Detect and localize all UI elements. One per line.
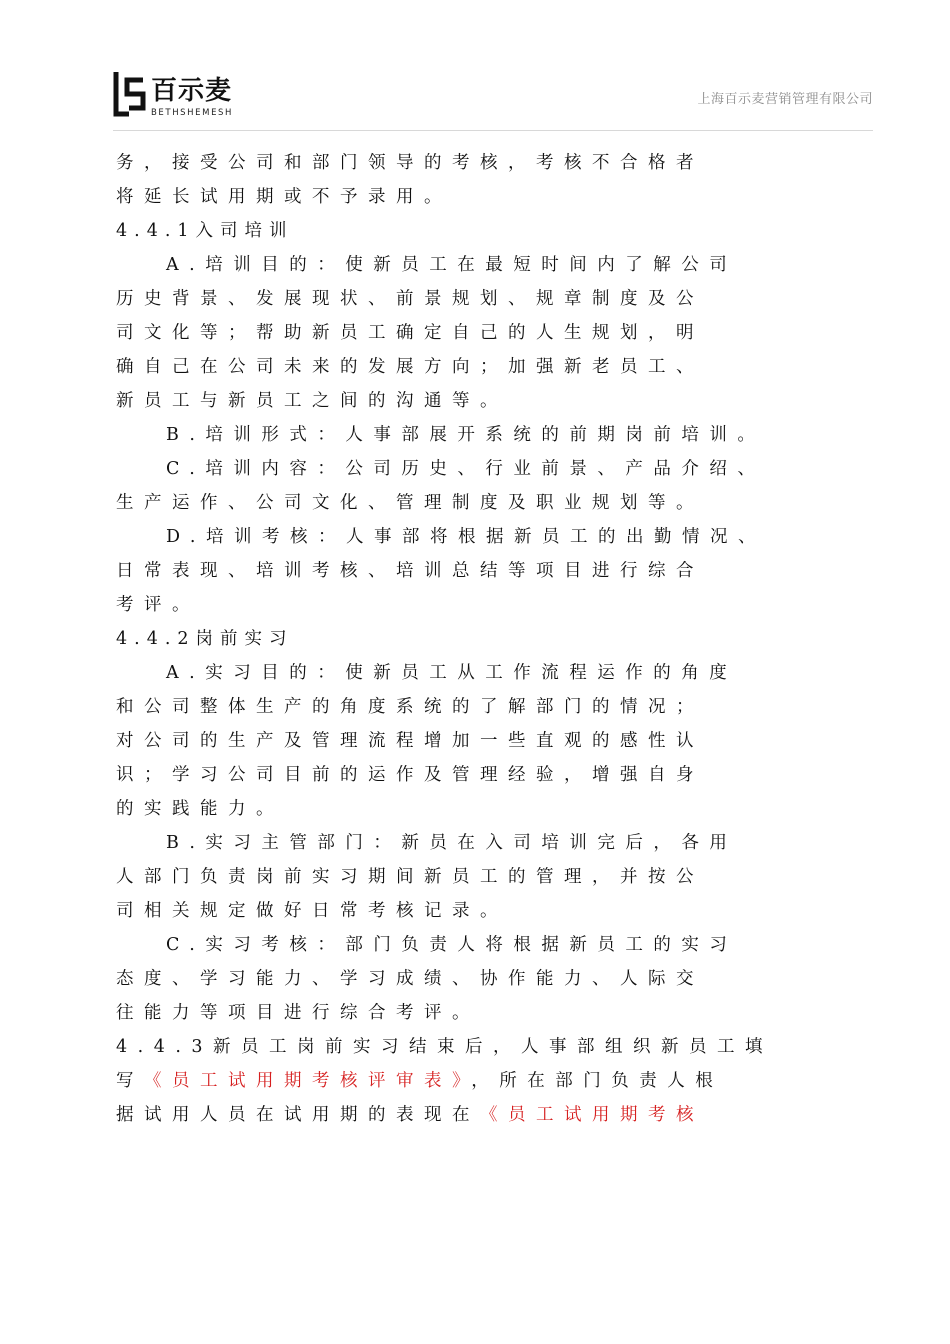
text-line	[116, 1098, 856, 1132]
text-line: 的实践能力。	[116, 799, 284, 819]
text-line: 考评。	[116, 595, 200, 615]
text-line: 生产运作、公司文化、管理制度及职业规划等。	[116, 493, 704, 513]
company-logo	[113, 68, 243, 120]
text-line: 往能力等项目进行综合考评。	[116, 1003, 480, 1023]
text-line: 务，接受公司和部门领导的考核，考核不合格者	[116, 153, 704, 173]
logo-chinese-name: 百示麦	[151, 76, 233, 106]
section-heading: 4.4.1入司培训	[116, 221, 294, 241]
page-header	[113, 62, 873, 131]
logo-mark-icon	[113, 68, 149, 120]
text-line: A.实习目的：使新员工从工作流程运作的角度	[166, 663, 738, 683]
text-line: 确自己在公司未来的发展方向；加强新老员工、	[116, 357, 704, 377]
text-line: 和公司整体生产的角度系统的了解部门的情况；	[116, 697, 704, 717]
text-line: A.培训目的：使新员工在最短时间内了解公司	[166, 255, 738, 275]
text-line: 态度、学习能力、学习成绩、协作能力、人际交	[116, 969, 704, 989]
text-line: C.培训内容：公司历史、行业前景、产品介绍、	[166, 459, 766, 479]
form-title-reference: 《员工试用期考核	[480, 1105, 704, 1125]
text-segment: 写	[116, 1071, 144, 1091]
text-line: 将延长试用期或不予录用。	[116, 187, 452, 207]
text-line: C.实习考核：部门负责人将根据新员工的实习	[166, 935, 738, 955]
text-segment: 据试用人员在试用期的表现在	[116, 1105, 480, 1125]
text-line: 司文化等；帮助新员工确定自己的人生规划，明	[116, 323, 704, 343]
text-line: 历史背景、发展现状、前景规划、规章制度及公	[116, 289, 704, 309]
text-line	[116, 1064, 856, 1098]
text-line: 人部门负责岗前实习期间新员工的管理，并按公	[116, 867, 704, 887]
text-line: 4.4.3新员工岗前实习结束后，人事部组织新员工填	[116, 1037, 774, 1057]
company-name: 上海百示麦营销管理有限公司	[697, 92, 873, 107]
text-segment: ，所在部门负责人根	[471, 1071, 724, 1091]
text-line: 司相关规定做好日常考核记录。	[116, 901, 508, 921]
text-line: D.培训考核：人事部将根据新员工的出勤情况、	[166, 527, 766, 547]
form-title-reference: 《员工试用期考核评审表》	[144, 1071, 472, 1091]
section-heading: 4.4.2岗前实习	[116, 629, 294, 649]
text-line: B.培训形式：人事部展开系统的前期岗前培训。	[166, 425, 766, 445]
text-line: 新员工与新员工之间的沟通等。	[116, 391, 508, 411]
document-body	[116, 146, 856, 1132]
text-line: 日常表现、培训考核、培训总结等项目进行综合	[116, 561, 704, 581]
text-line: 对公司的生产及管理流程增加一些直观的感性认	[116, 731, 704, 751]
text-line: B.实习主管部门：新员在入司培训完后，各用	[166, 833, 738, 853]
text-line: 识；学习公司目前的运作及管理经验，增强自身	[116, 765, 704, 785]
logo-english-name: BETHSHEMESH	[151, 108, 234, 118]
